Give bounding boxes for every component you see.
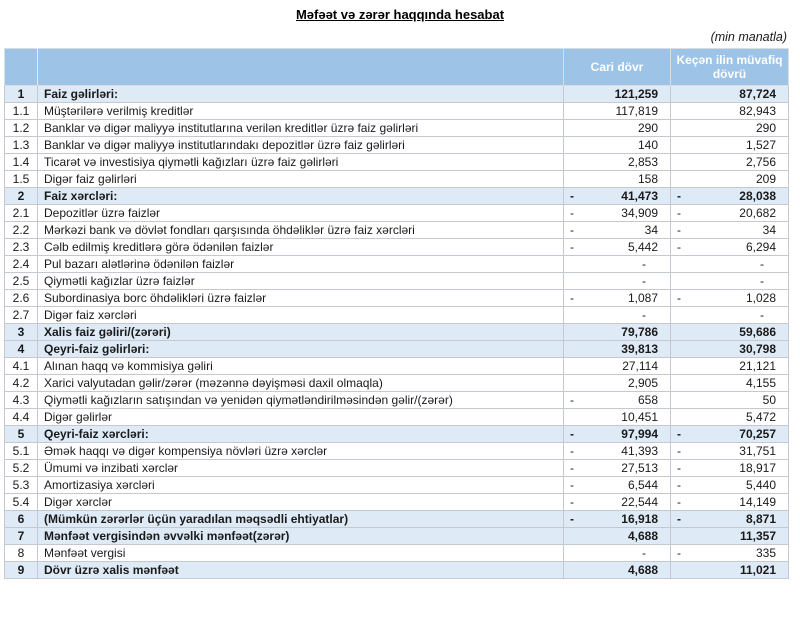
amount: -	[760, 308, 764, 322]
row-num: 1.4	[5, 154, 38, 171]
row-num: 1.3	[5, 137, 38, 154]
header-label-cell	[38, 49, 564, 86]
row-prev	[671, 188, 789, 205]
table-row	[5, 477, 789, 494]
row-prev	[671, 494, 789, 511]
table-row	[5, 375, 789, 392]
unit-note: (min manatla)	[710, 30, 787, 44]
row-label: Mənfəət vergisindən əvvəlki mənfəət(zərər)	[38, 528, 564, 545]
amount: 41,473	[621, 189, 658, 203]
amount: 18,917	[739, 461, 776, 475]
row-num: 8	[5, 545, 38, 562]
amount: 2,756	[745, 155, 776, 169]
row-prev	[671, 477, 789, 494]
minus-sign: -	[570, 512, 574, 526]
amount: -	[760, 257, 764, 271]
row-cur	[564, 120, 671, 137]
amount: 20,682	[739, 206, 776, 220]
row-cur	[564, 222, 671, 239]
row-label: Qiymətli kağızlar üzrə faizlər	[38, 273, 564, 290]
table-row	[5, 137, 789, 154]
minus-sign: -	[570, 444, 574, 458]
table-row	[5, 273, 789, 290]
row-num: 4.2	[5, 375, 38, 392]
amount: -	[642, 274, 646, 288]
row-prev	[671, 341, 789, 358]
row-label: Digər faiz xərcləri	[38, 307, 564, 324]
row-label: Müştərilərə verilmiş kreditlər	[38, 103, 564, 120]
amount: 1,527	[745, 138, 776, 152]
minus-sign: -	[570, 291, 574, 305]
row-num: 9	[5, 562, 38, 579]
row-cur	[564, 341, 671, 358]
amount: 5,440	[745, 478, 776, 492]
row-prev	[671, 545, 789, 562]
amount: 5,472	[745, 410, 776, 424]
amount: 209	[755, 172, 776, 186]
row-prev	[671, 222, 789, 239]
amount: 97,994	[621, 427, 658, 441]
row-num: 2.3	[5, 239, 38, 256]
table-row	[5, 256, 789, 273]
row-label: Qiymətli kağızların satışından və yenidən qiymətləndirilməsindən gəlir/(zərər)	[38, 392, 564, 409]
amount: 1,028	[745, 291, 776, 305]
row-cur	[564, 443, 671, 460]
row-cur	[564, 358, 671, 375]
row-label: Banklar və digər maliyyə institutlarındakı depozitlər üzrə faiz gəlirləri	[38, 137, 564, 154]
row-label: Digər faiz gəlirləri	[38, 171, 564, 188]
row-cur	[564, 528, 671, 545]
amount: 14,149	[739, 495, 776, 509]
row-cur	[564, 103, 671, 120]
profit-loss-table	[4, 48, 789, 579]
amount: 158	[637, 172, 658, 186]
amount: 22,544	[621, 495, 658, 509]
row-label: Dövr üzrə xalis mənfəət	[38, 562, 564, 579]
amount: 290	[755, 121, 776, 135]
minus-sign: -	[570, 240, 574, 254]
row-label: Digər gəlirlər	[38, 409, 564, 426]
amount: -	[642, 257, 646, 271]
row-label: (Mümkün zərərlər üçün yaradılan məqsədli ehtiyatlar)	[38, 511, 564, 528]
minus-sign: -	[570, 427, 574, 441]
row-label: Banklar və digər maliyyə institutlarına verilən kreditlər üzrə faiz gəlirləri	[38, 120, 564, 137]
row-cur	[564, 137, 671, 154]
minus-sign: -	[677, 546, 681, 560]
table-row	[5, 171, 789, 188]
amount: 21,121	[739, 359, 776, 373]
row-label: Digər xərclər	[38, 494, 564, 511]
amount: 11,357	[739, 529, 776, 543]
row-label: Depozitlər üzrə faizlər	[38, 205, 564, 222]
row-prev	[671, 511, 789, 528]
row-prev	[671, 409, 789, 426]
row-num: 4.1	[5, 358, 38, 375]
row-label: Alınan haqq və kommisiya gəliri	[38, 358, 564, 375]
table-row	[5, 290, 789, 307]
row-cur	[564, 307, 671, 324]
amount: 70,257	[739, 427, 776, 441]
header-num-cell	[5, 49, 38, 86]
amount: 121,259	[614, 87, 658, 101]
row-label: Subordinasiya borc öhdəlikləri üzrə faizlər	[38, 290, 564, 307]
table-row	[5, 511, 789, 528]
minus-sign: -	[570, 393, 574, 407]
row-prev	[671, 562, 789, 579]
table-row	[5, 409, 789, 426]
amount: -	[760, 274, 764, 288]
row-cur	[564, 409, 671, 426]
row-prev	[671, 375, 789, 392]
row-cur	[564, 256, 671, 273]
row-label: Faiz gəlirləri:	[38, 86, 564, 103]
row-cur	[564, 375, 671, 392]
row-num: 1.5	[5, 171, 38, 188]
minus-sign: -	[677, 291, 681, 305]
table-row	[5, 528, 789, 545]
table-row	[5, 307, 789, 324]
row-cur	[564, 511, 671, 528]
table-row	[5, 545, 789, 562]
header-current-period: Cari dövr	[564, 49, 671, 86]
minus-sign: -	[677, 512, 681, 526]
row-num: 4	[5, 341, 38, 358]
row-label: Mərkəzi bank və dövlət fondları qarşısında öhdəliklər üzrə faiz xərcləri	[38, 222, 564, 239]
row-prev	[671, 358, 789, 375]
row-cur	[564, 154, 671, 171]
amount: 335	[755, 546, 776, 560]
row-label: Əmək haqqı və digər kompensiya növləri üzrə xərclər	[38, 443, 564, 460]
row-num: 2.4	[5, 256, 38, 273]
amount: 16,918	[621, 512, 658, 526]
row-prev	[671, 290, 789, 307]
table-row	[5, 103, 789, 120]
row-label: Xarici valyutadan gəlir/zərər (məzənnə dəyişməsi daxil olmaqla)	[38, 375, 564, 392]
row-label: Faiz xərcləri:	[38, 188, 564, 205]
amount: 8,871	[745, 512, 776, 526]
row-num: 4.3	[5, 392, 38, 409]
row-label: Amortizasiya xərcləri	[38, 477, 564, 494]
amount: 11,021	[739, 563, 776, 577]
row-prev	[671, 86, 789, 103]
row-cur	[564, 239, 671, 256]
minus-sign: -	[677, 461, 681, 475]
table-row	[5, 358, 789, 375]
row-prev	[671, 392, 789, 409]
row-prev	[671, 460, 789, 477]
row-cur	[564, 290, 671, 307]
table-row	[5, 222, 789, 239]
row-label: Pul bazarı alətlərinə ödənilən faizlər	[38, 256, 564, 273]
amount: 34	[762, 223, 776, 237]
amount: 4,688	[627, 563, 658, 577]
table-header	[5, 49, 789, 86]
amount: 34	[644, 223, 658, 237]
table-row	[5, 120, 789, 137]
row-num: 2.2	[5, 222, 38, 239]
row-prev	[671, 154, 789, 171]
row-cur	[564, 86, 671, 103]
row-prev	[671, 256, 789, 273]
table-row	[5, 154, 789, 171]
amount: 82,943	[739, 104, 776, 118]
row-prev	[671, 103, 789, 120]
minus-sign: -	[677, 189, 681, 203]
minus-sign: -	[677, 223, 681, 237]
table-row	[5, 205, 789, 222]
minus-sign: -	[677, 206, 681, 220]
amount: -	[642, 546, 646, 560]
minus-sign: -	[677, 478, 681, 492]
minus-sign: -	[570, 206, 574, 220]
minus-sign: -	[677, 495, 681, 509]
amount: 50	[762, 393, 776, 407]
row-label: Mənfəət vergisi	[38, 545, 564, 562]
row-label: Ticarət və investisiya qiymətli kağızları üzrə faiz gəlirləri	[38, 154, 564, 171]
row-num: 5.4	[5, 494, 38, 511]
row-prev	[671, 120, 789, 137]
row-label: Cəlb edilmiş kreditlərə görə ödənilən faizlər	[38, 239, 564, 256]
table-row	[5, 562, 789, 579]
row-cur	[564, 273, 671, 290]
amount: 4,155	[745, 376, 776, 390]
row-num: 7	[5, 528, 38, 545]
table-row	[5, 239, 789, 256]
row-cur	[564, 477, 671, 494]
row-prev	[671, 205, 789, 222]
row-num: 5	[5, 426, 38, 443]
row-prev	[671, 324, 789, 341]
row-prev	[671, 273, 789, 290]
row-cur	[564, 171, 671, 188]
row-num: 2.7	[5, 307, 38, 324]
table-row	[5, 324, 789, 341]
row-cur	[564, 324, 671, 341]
row-prev	[671, 239, 789, 256]
amount: 41,393	[621, 444, 658, 458]
amount: 30,798	[739, 342, 776, 356]
row-prev	[671, 528, 789, 545]
amount: -	[642, 308, 646, 322]
row-num: 5.1	[5, 443, 38, 460]
row-num: 5.3	[5, 477, 38, 494]
table-row	[5, 443, 789, 460]
row-prev	[671, 426, 789, 443]
row-cur	[564, 460, 671, 477]
minus-sign: -	[677, 444, 681, 458]
minus-sign: -	[570, 189, 574, 203]
row-prev	[671, 307, 789, 324]
table-row	[5, 494, 789, 511]
row-cur	[564, 392, 671, 409]
row-num: 2.6	[5, 290, 38, 307]
page-title: Məfəət və zərər haqqında hesabat	[295, 7, 505, 22]
amount: 87,724	[739, 87, 776, 101]
amount: 2,853	[627, 155, 658, 169]
header-previous-period: Keçən ilin müvafiq dövrü	[671, 49, 789, 86]
table-row	[5, 392, 789, 409]
amount: 658	[637, 393, 658, 407]
row-prev	[671, 443, 789, 460]
row-cur	[564, 426, 671, 443]
row-label: Qeyri-faiz gəlirləri:	[38, 341, 564, 358]
table-row	[5, 460, 789, 477]
minus-sign: -	[570, 495, 574, 509]
table-row	[5, 188, 789, 205]
row-num: 4.4	[5, 409, 38, 426]
minus-sign: -	[570, 478, 574, 492]
row-num: 2.1	[5, 205, 38, 222]
row-num: 6	[5, 511, 38, 528]
row-cur	[564, 545, 671, 562]
minus-sign: -	[570, 223, 574, 237]
row-num: 2.5	[5, 273, 38, 290]
amount: 6,294	[745, 240, 776, 254]
row-num: 3	[5, 324, 38, 341]
row-label: Qeyri-faiz xərcləri:	[38, 426, 564, 443]
amount: 27,513	[621, 461, 658, 475]
amount: 10,451	[621, 410, 658, 424]
row-num: 2	[5, 188, 38, 205]
amount: 31,751	[739, 444, 776, 458]
amount: 59,686	[739, 325, 776, 339]
row-prev	[671, 171, 789, 188]
amount: 39,813	[621, 342, 658, 356]
minus-sign: -	[677, 427, 681, 441]
amount: 2,905	[627, 376, 658, 390]
row-label: Xalis faiz gəliri/(zərəri)	[38, 324, 564, 341]
row-num: 5.2	[5, 460, 38, 477]
row-cur	[564, 562, 671, 579]
row-cur	[564, 188, 671, 205]
amount: 140	[637, 138, 658, 152]
table-row	[5, 341, 789, 358]
table-row	[5, 426, 789, 443]
report-table-body	[5, 86, 789, 579]
row-prev	[671, 137, 789, 154]
amount: 79,786	[621, 325, 658, 339]
amount: 6,544	[627, 478, 658, 492]
amount: 28,038	[739, 189, 776, 203]
amount: 27,114	[622, 359, 658, 373]
amount: 34,909	[621, 206, 658, 220]
minus-sign: -	[570, 461, 574, 475]
row-cur	[564, 205, 671, 222]
row-cur	[564, 494, 671, 511]
row-label: Ümumi və inzibati xərclər	[38, 460, 564, 477]
table-row	[5, 86, 789, 103]
amount: 1,087	[627, 291, 658, 305]
amount: 5,442	[627, 240, 658, 254]
amount: 4,688	[627, 529, 658, 543]
amount: 117,819	[615, 104, 658, 118]
row-num: 1	[5, 86, 38, 103]
amount: 290	[637, 121, 658, 135]
row-num: 1.2	[5, 120, 38, 137]
minus-sign: -	[677, 240, 681, 254]
row-num: 1.1	[5, 103, 38, 120]
